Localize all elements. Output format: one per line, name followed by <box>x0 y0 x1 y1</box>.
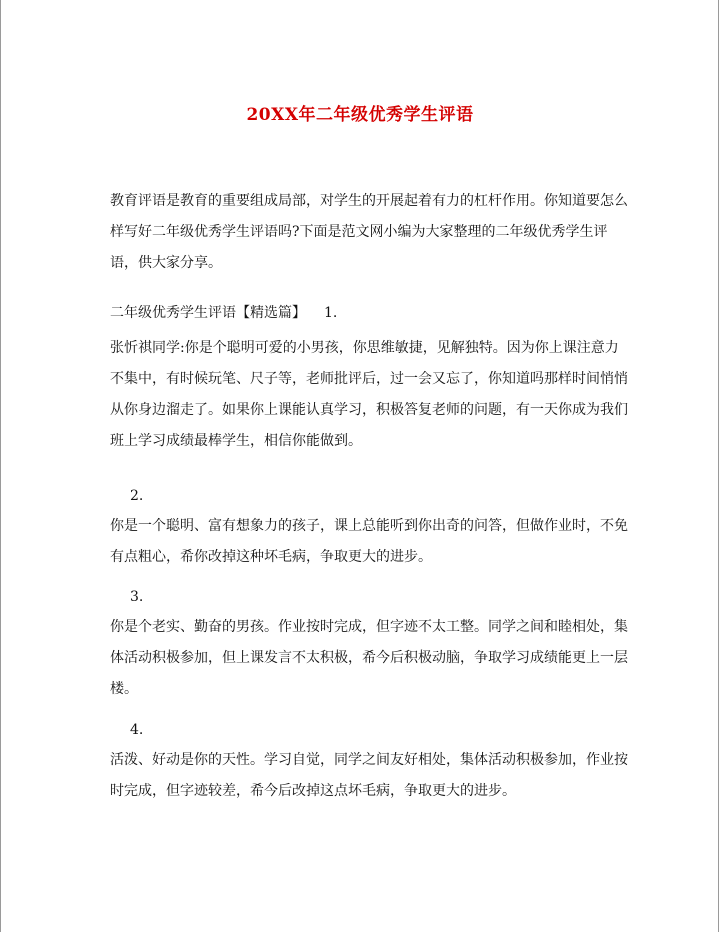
intro-paragraph: 教育评语是教育的重要组成局部，对学生的开展起着有力的杠杆作用。你知道要怎么样写好二年级优秀学生评语吗?下面是范文网小编为大家整理的二年级优秀学生评语，供大家分享。 <box>110 193 628 271</box>
entry-paragraph-4: 活泼、好动是你的天性。学习自觉，同学之间友好相处，集体活动积极参加，作业按时完成，但字迹较差，希今后改掉这点坏毛病，争取更大的进步。 <box>110 752 628 799</box>
page-left-border <box>0 0 1 932</box>
document-title: 20XX年二年级优秀学生评语 <box>246 105 474 125</box>
section-heading <box>110 298 630 329</box>
page-right-border <box>718 0 719 932</box>
entry-number-4: 4. <box>130 722 144 738</box>
entry-paragraph-1: 张忻祺同学:你是个聪明可爱的小男孩，你思维敏捷，见解独特。因为你上课注意力不集中，有时候玩笔、尺子等，老师批评后，过一会又忘了，你知道吗那样时间悄悄从你身边溜走了。如果你上课能认真学习，积极答复老师的问题，有一天你成为我们班上学习成绩最棒学生，相信你能做到。 <box>110 340 628 449</box>
entry-number-3: 3. <box>130 589 144 605</box>
entry-paragraph-2: 你是一个聪明、富有想象力的孩子，课上总能听到你出奇的问答，但做作业时，不免有点粗心，希你改掉这种坏毛病，争取更大的进步。 <box>110 518 628 565</box>
section-heading-text: 二年级优秀学生评语【精选篇】 <box>110 305 306 321</box>
entry-number-2: 2. <box>130 488 144 504</box>
entry-paragraph-3: 你是个老实、勤奋的男孩。作业按时完成，但字迹不太工整。同学之间和睦相处，集体活动积极参加，但上课发言不太积极，希今后积极动脑，争取学习成绩能更上一层楼。 <box>110 619 628 697</box>
section-heading-number: 1. <box>324 305 338 321</box>
